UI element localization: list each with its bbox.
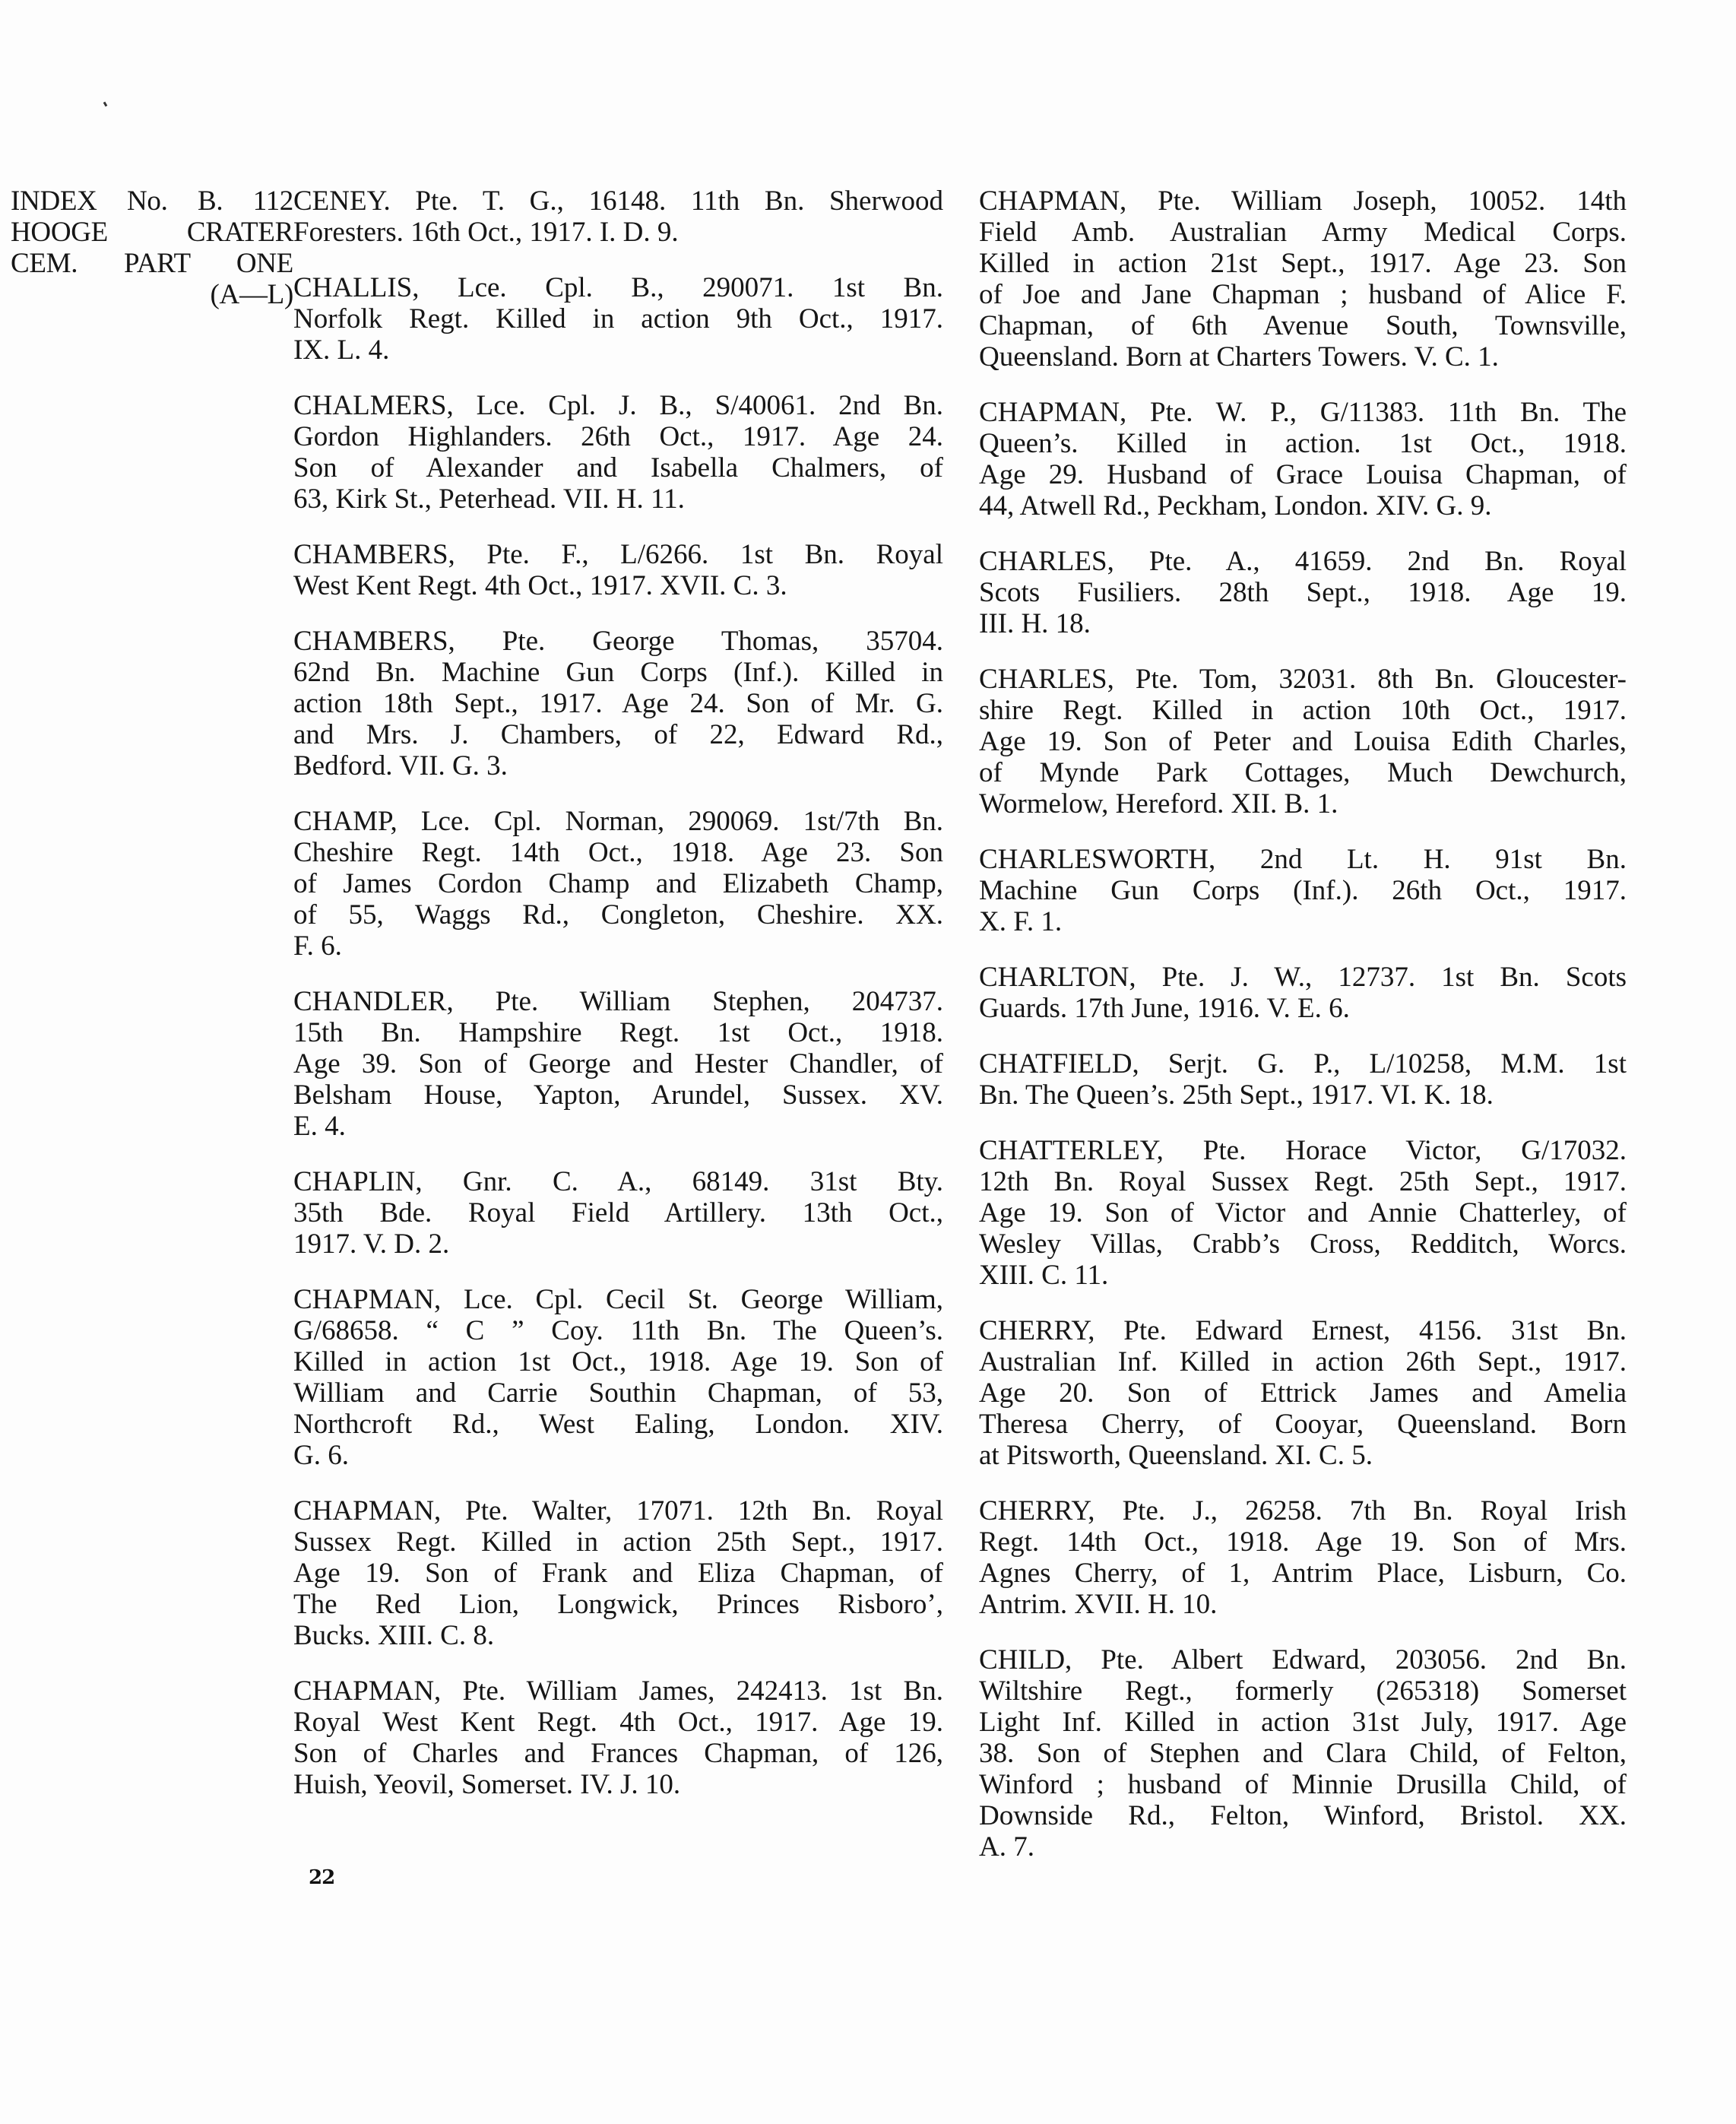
index-label-range: (A—L) [210, 279, 293, 310]
entry-text-line: Wesley Villas, Crabb’s Cross, Redditch, Worcs. [979, 1228, 1627, 1260]
entry-heading-line: CHAPMAN, Pte. Walter, 17071. 12th Bn. Royal [293, 1495, 943, 1526]
entry-text-line: Winford ; husband of Minnie Drusilla Child, of [979, 1769, 1627, 1800]
entry-text-line: Norfolk Regt. Killed in action 9th Oct., 1917. [293, 303, 943, 334]
index-label-line: HOOGE CRATER [11, 217, 293, 248]
casualty-entry [293, 626, 943, 781]
entry-text-line: 1917. V. D. 2. [293, 1228, 450, 1260]
entry-text-line: Regt. 14th Oct., 1918. Age 19. Son of Mrs. [979, 1526, 1627, 1558]
entry-text-line: A. 7. [979, 1831, 1034, 1862]
entry-heading-line: CHAMBERS, Pte. F., L/6266. 1st Bn. Royal [293, 539, 943, 570]
entry-text-line: and Mrs. J. Chambers, of 22, Edward Rd., [293, 719, 943, 750]
entry-text-line: of Mynde Park Cottages, Much Dewchurch, [979, 757, 1627, 788]
entry-text-line: Agnes Cherry, of 1, Antrim Place, Lisburn, Co. [979, 1558, 1627, 1589]
entry-heading-line: CHARLES, Pte. Tom, 32031. 8th Bn. Gloucester- [979, 664, 1627, 695]
entry-heading-line: CHILD, Pte. Albert Edward, 203056. 2nd Bn. [979, 1644, 1627, 1675]
entry-text-line: Field Amb. Australian Army Medical Corps. [979, 217, 1627, 248]
entry-text-line: 15th Bn. Hampshire Regt. 1st Oct., 1918. [293, 1017, 943, 1048]
entry-text-line: Theresa Cherry, of Cooyar, Queensland. Born [979, 1409, 1627, 1440]
entry-text-line: G. 6. [293, 1440, 349, 1471]
casualty-entry [979, 1644, 1627, 1862]
entry-text-line: Son of Alexander and Isabella Chalmers, of [293, 452, 943, 483]
entry-text-line: Chapman, of 6th Avenue South, Townsville, [979, 310, 1627, 341]
entry-heading-line: CHATTERLEY, Pte. Horace Victor, G/17032. [979, 1135, 1627, 1166]
entry-text-line: Cheshire Regt. 14th Oct., 1918. Age 23. Son [293, 837, 943, 868]
entry-heading-line: CHARLES, Pte. A., 41659. 2nd Bn. Royal [979, 546, 1627, 577]
casualty-entry [979, 185, 1627, 372]
casualty-entry [293, 986, 943, 1142]
left-column [293, 185, 943, 1824]
index-label-line: INDEX No. B. 112 [11, 185, 293, 217]
entry-text-line: Gordon Highlanders. 26th Oct., 1917. Age 24. [293, 421, 943, 452]
entry-text-line: Bucks. XIII. C. 8. [293, 1620, 495, 1651]
entry-text-line: Scots Fusiliers. 28th Sept., 1918. Age 19. [979, 577, 1627, 608]
entry-text-line: 38. Son of Stephen and Clara Child, of Felton, [979, 1738, 1627, 1769]
entry-text-line: at Pitsworth, Queensland. XI. C. 5. [979, 1440, 1373, 1471]
entry-text-line: 35th Bde. Royal Field Artillery. 13th Oct., [293, 1197, 943, 1228]
entry-text-line: Sussex Regt. Killed in action 25th Sept., 1917. [293, 1526, 943, 1558]
casualty-entry [979, 1495, 1627, 1620]
entry-text-line: 44, Atwell Rd., Peckham, London. XIV. G. 9. [979, 490, 1492, 521]
entry-text-line: Queen’s. Killed in action. 1st Oct., 1918. [979, 428, 1627, 459]
entry-text-line: Killed in action 1st Oct., 1918. Age 19. Son of [293, 1346, 943, 1377]
entry-text-line: Foresters. 16th Oct., 1917. I. D. 9. [293, 217, 679, 248]
casualty-entry [979, 1315, 1627, 1471]
entry-text-line: Son of Charles and Frances Chapman, of 126, [293, 1738, 943, 1769]
entry-text-line: Royal West Kent Regt. 4th Oct., 1917. Age 19. [293, 1707, 943, 1738]
print-speck [103, 102, 108, 107]
entry-heading-line: CHERRY, Pte. J., 26258. 7th Bn. Royal Irish [979, 1495, 1627, 1526]
entry-text-line: action 18th Sept., 1917. Age 24. Son of Mr. G. [293, 688, 943, 719]
casualty-entry [979, 397, 1627, 521]
entry-text-line: Killed in action 21st Sept., 1917. Age 23. Son [979, 248, 1627, 279]
entry-text-line: Wormelow, Hereford. XII. B. 1. [979, 788, 1338, 819]
entry-text-line: Age 39. Son of George and Hester Chandler, of [293, 1048, 943, 1079]
entry-text-line: West Kent Regt. 4th Oct., 1917. XVII. C. 3. [293, 570, 787, 601]
entry-text-line: 62nd Bn. Machine Gun Corps (Inf.). Killed in [293, 657, 943, 688]
entry-heading-line: CHANDLER, Pte. William Stephen, 204737. [293, 986, 943, 1017]
entry-heading-line: CHAPMAN, Pte. W. P., G/11383. 11th Bn. The [979, 397, 1627, 428]
casualty-entry [979, 664, 1627, 819]
entry-heading-line: CENEY. Pte. T. G., 16148. 11th Bn. Sherwood [293, 185, 943, 217]
entry-heading-line: CHALLIS, Lce. Cpl. B., 290071. 1st Bn. [293, 272, 943, 303]
entry-text-line: Bedford. VII. G. 3. [293, 750, 508, 781]
entry-text-line: Bn. The Queen’s. 25th Sept., 1917. VI. K. 18. [979, 1079, 1494, 1111]
entry-text-line: Guards. 17th June, 1916. V. E. 6. [979, 993, 1350, 1024]
entry-text-line: Huish, Yeovil, Somerset. IV. J. 10. [293, 1769, 681, 1800]
entry-text-line: Australian Inf. Killed in action 26th Sept., 1917. [979, 1346, 1627, 1377]
entry-heading-line: CHALMERS, Lce. Cpl. J. B., S/40061. 2nd Bn. [293, 390, 943, 421]
entry-text-line: 63, Kirk St., Peterhead. VII. H. 11. [293, 483, 685, 515]
casualty-entry [979, 962, 1627, 1024]
entry-text-line: of Joe and Jane Chapman ; husband of Alice F. [979, 279, 1627, 310]
casualty-entry [979, 844, 1627, 937]
entry-text-line: Queensland. Born at Charters Towers. V. C. 1. [979, 341, 1499, 372]
page-number: 22 [309, 1866, 335, 1889]
entry-text-line: 12th Bn. Royal Sussex Regt. 25th Sept., 1917. [979, 1166, 1627, 1197]
entry-heading-line: CHARLTON, Pte. J. W., 12737. 1st Bn. Scots [979, 962, 1627, 993]
casualty-entry [293, 185, 943, 248]
entry-text-line: G/68658. “ C ” Coy. 11th Bn. The Queen’s. [293, 1315, 943, 1346]
entry-text-line: F. 6. [293, 930, 342, 962]
entry-text-line: of James Cordon Champ and Elizabeth Champ, [293, 868, 943, 899]
casualty-entry [293, 539, 943, 601]
entry-text-line: IX. L. 4. [293, 334, 390, 366]
casualty-entry [293, 1495, 943, 1651]
entry-text-line: Downside Rd., Felton, Winford, Bristol. XX. [979, 1800, 1627, 1831]
index-label [11, 185, 293, 310]
casualty-entry [979, 1135, 1627, 1291]
entry-text-line: Machine Gun Corps (Inf.). 26th Oct., 1917. [979, 875, 1627, 906]
entry-text-line: Age 19. Son of Victor and Annie Chatterley, of [979, 1197, 1627, 1228]
entry-text-line: Age 29. Husband of Grace Louisa Chapman, of [979, 459, 1627, 490]
entry-heading-line: CHERRY, Pte. Edward Ernest, 4156. 31st Bn. [979, 1315, 1627, 1346]
entry-text-line: Wiltshire Regt., formerly (265318) Somerset [979, 1675, 1627, 1707]
casualty-entry [293, 390, 943, 515]
entry-heading-line: CHATFIELD, Serjt. G. P., L/10258, M.M. 1st [979, 1048, 1627, 1079]
entry-heading-line: CHAPMAN, Pte. William Joseph, 10052. 14th [979, 185, 1627, 217]
entry-heading-line: CHARLESWORTH, 2nd Lt. H. 91st Bn. [979, 844, 1627, 875]
entry-text-line: X. F. 1. [979, 906, 1063, 937]
entry-text-line: Age 19. Son of Frank and Eliza Chapman, of [293, 1558, 943, 1589]
entry-heading-line: CHAPLIN, Gnr. C. A., 68149. 31st Bty. [293, 1166, 943, 1197]
entry-text-line: of 55, Waggs Rd., Congleton, Cheshire. XX. [293, 899, 943, 930]
entry-text-line: Northcroft Rd., West Ealing, London. XIV. [293, 1409, 943, 1440]
casualty-entry [979, 546, 1627, 639]
entry-text-line: E. 4. [293, 1111, 346, 1142]
entry-heading-line: CHAMBERS, Pte. George Thomas, 35704. [293, 626, 943, 657]
entry-heading-line: CHAMP, Lce. Cpl. Norman, 290069. 1st/7th Bn. [293, 806, 943, 837]
entry-heading-line: CHAPMAN, Pte. William James, 242413. 1st Bn. [293, 1675, 943, 1707]
casualty-entry [293, 1284, 943, 1471]
entry-text-line: William and Carrie Southin Chapman, of 53, [293, 1377, 943, 1409]
entry-text-line: Belsham House, Yapton, Arundel, Sussex. XV. [293, 1079, 943, 1111]
casualty-entry [293, 1675, 943, 1800]
entry-text-line: The Red Lion, Longwick, Princes Risboro’, [293, 1589, 943, 1620]
casualty-entry [979, 1048, 1627, 1111]
entry-text-line: Age 19. Son of Peter and Louisa Edith Charles, [979, 726, 1627, 757]
casualty-entry [293, 806, 943, 962]
entry-text-line: Age 20. Son of Ettrick James and Amelia [979, 1377, 1627, 1409]
entry-text-line: shire Regt. Killed in action 10th Oct., 1917. [979, 695, 1627, 726]
right-column [979, 185, 1627, 1887]
casualty-entry [293, 1166, 943, 1260]
index-label-line: CEM. PART ONE [11, 248, 293, 279]
entry-text-line: III. H. 18. [979, 608, 1091, 639]
entry-text-line: XIII. C. 11. [979, 1260, 1109, 1291]
entry-heading-line: CHAPMAN, Lce. Cpl. Cecil St. George William, [293, 1284, 943, 1315]
entry-text-line: Antrim. XVII. H. 10. [979, 1589, 1218, 1620]
casualty-entry [293, 272, 943, 366]
entry-text-line: Light Inf. Killed in action 31st July, 1917. Age [979, 1707, 1627, 1738]
